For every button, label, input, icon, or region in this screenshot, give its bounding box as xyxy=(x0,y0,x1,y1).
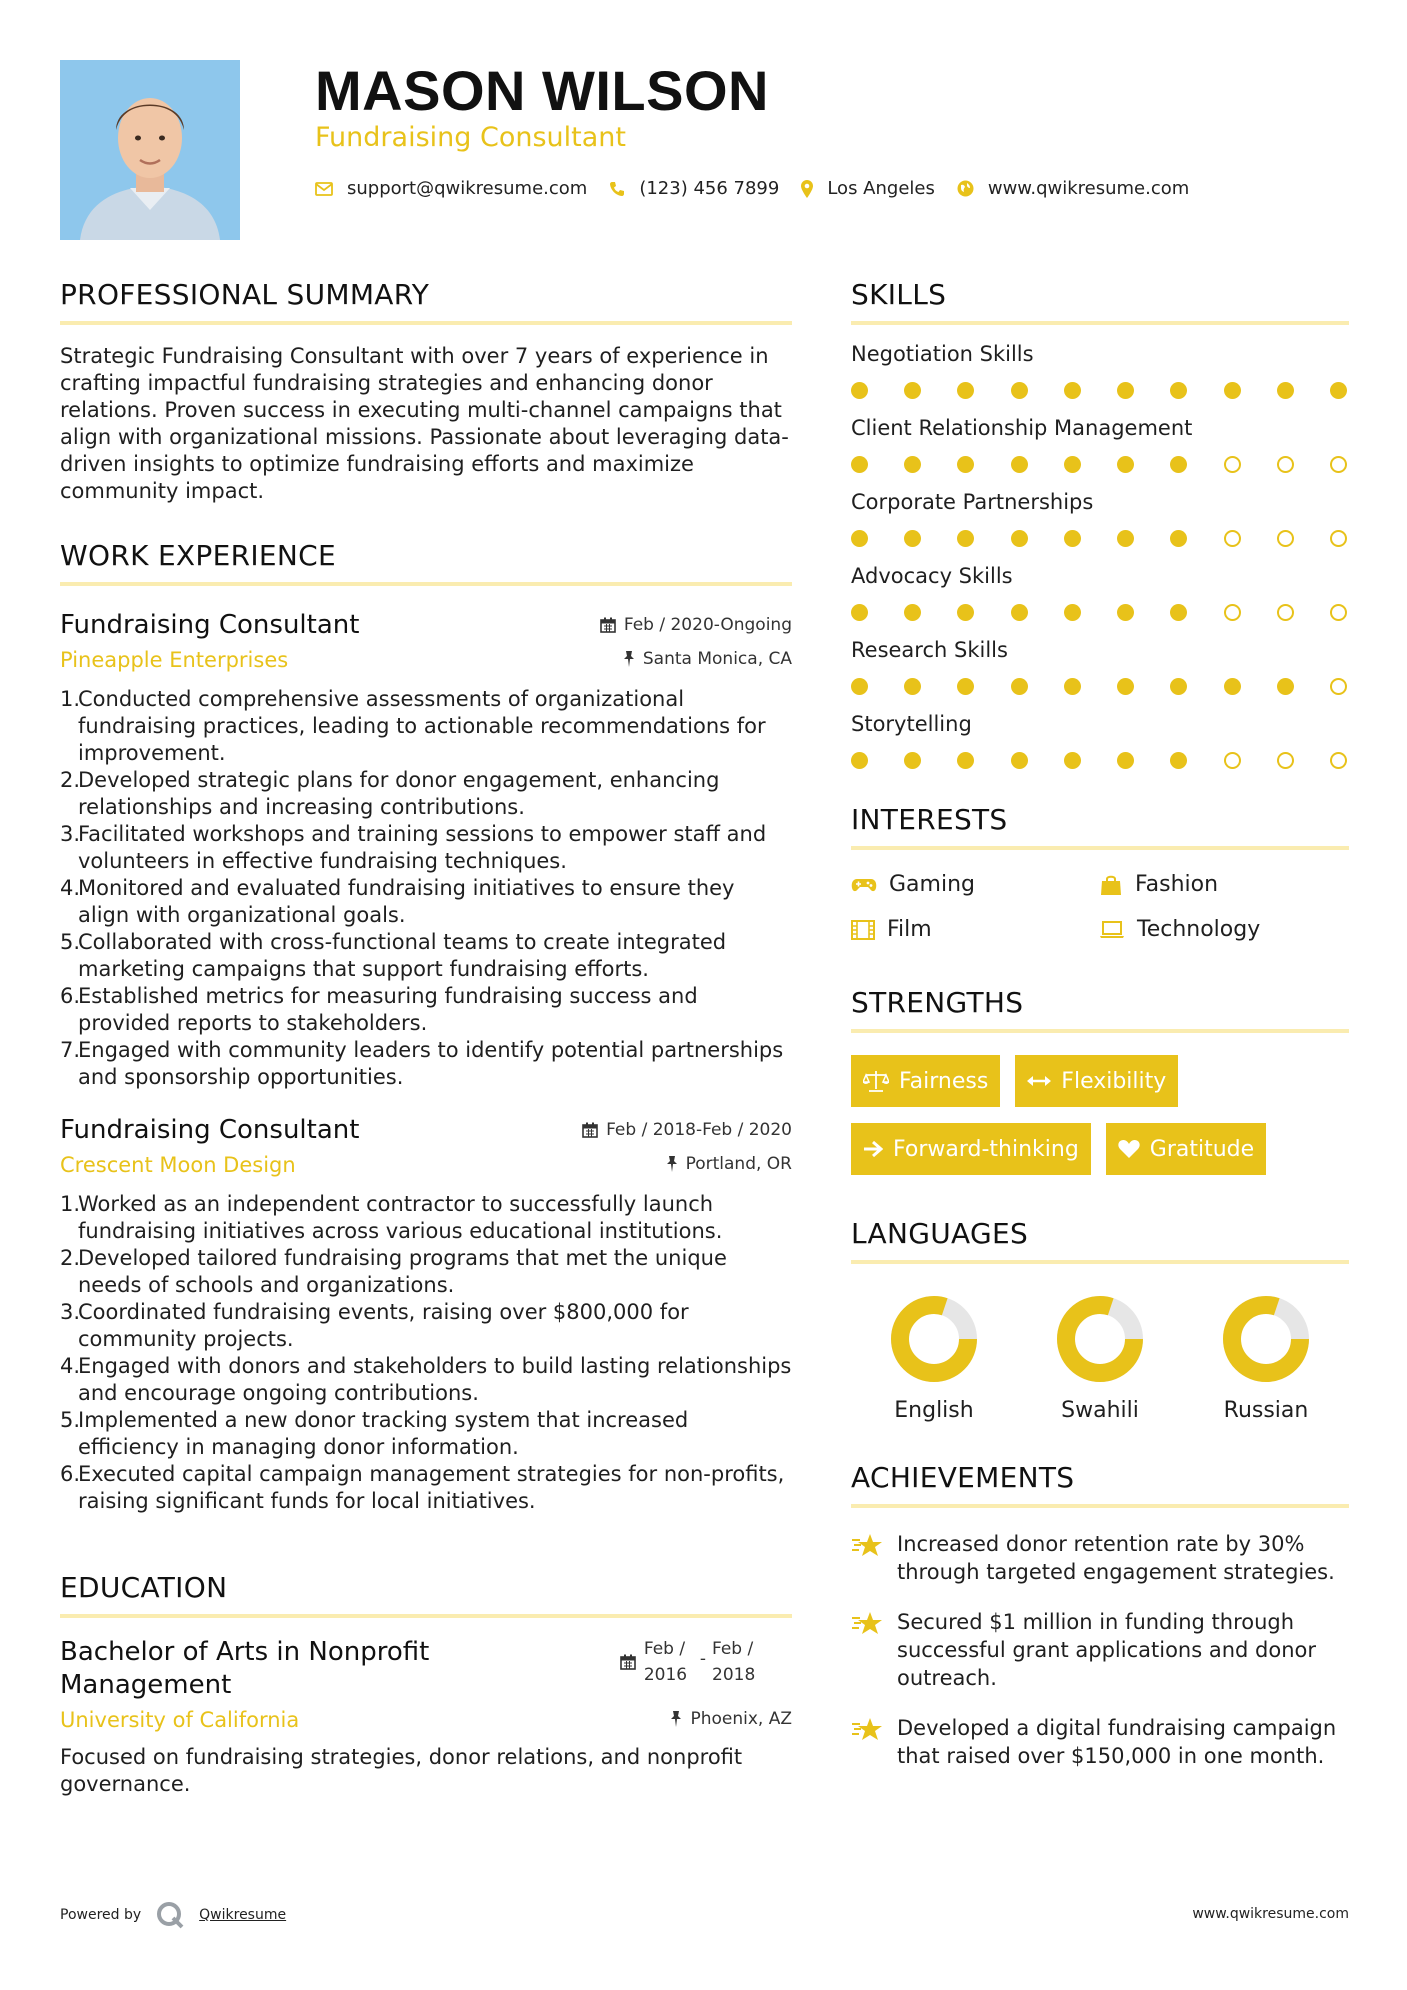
rating-dot-filled xyxy=(851,604,868,621)
heart-icon xyxy=(1118,1139,1140,1159)
film-icon xyxy=(851,920,875,940)
rating-dot-filled xyxy=(1170,752,1187,769)
skill-item xyxy=(851,416,1349,473)
arrows-horizontal-icon xyxy=(1027,1074,1051,1088)
rating-dot-filled xyxy=(1170,604,1187,621)
rating-dot-filled xyxy=(1117,530,1134,547)
education-location xyxy=(670,1709,792,1729)
footer-powered-by xyxy=(60,1900,286,1930)
arrow-right-icon xyxy=(863,1140,883,1158)
rating-dot-filled xyxy=(1277,382,1294,399)
job-entry xyxy=(60,1115,792,1515)
contact-email[interactable] xyxy=(315,178,587,199)
job-dates xyxy=(600,615,792,635)
rating-dot-empty xyxy=(1330,456,1347,473)
job-dates-text: Feb / 2020-Ongoing xyxy=(623,615,792,635)
rating-dot-filled xyxy=(1011,752,1028,769)
strengths-heading: STRENGTHS xyxy=(851,986,1349,1033)
interest-label: Gaming xyxy=(889,872,975,897)
strength-tag xyxy=(1015,1055,1178,1107)
rating-dot-filled xyxy=(851,752,868,769)
language-item xyxy=(1017,1294,1183,1423)
school-name: University of California xyxy=(60,1708,300,1732)
interest-item xyxy=(851,872,1099,897)
calendar-icon xyxy=(600,617,616,633)
profile-photo xyxy=(60,60,240,240)
rating-dot-empty xyxy=(1224,604,1241,621)
skill-rating xyxy=(851,382,1347,399)
rating-dot-filled xyxy=(1064,530,1081,547)
achievement-text: Developed a digital fundraising campaign that raised over $150,000 in one month. xyxy=(897,1716,1337,1768)
rating-dot-filled xyxy=(904,752,921,769)
education-heading: EDUCATION xyxy=(60,1571,792,1618)
language-proficiency-donut xyxy=(1221,1294,1311,1384)
list-item: 4. Engaged with donors and stakeholders to build lasting relationships and encourage ongoing contributions. xyxy=(60,1354,792,1405)
rating-dot-filled xyxy=(1170,456,1187,473)
job-title: Fundraising Consultant xyxy=(60,610,360,640)
rating-dot-filled xyxy=(851,678,868,695)
map-pin-icon xyxy=(801,180,813,198)
powered-by-label: Powered by xyxy=(60,1907,142,1923)
list-item: 7. Engaged with community leaders to identify potential partnerships and sponsorship opportunities. xyxy=(60,1038,784,1089)
skill-item xyxy=(851,490,1349,547)
skill-rating xyxy=(851,456,1347,473)
skill-item xyxy=(851,342,1349,399)
language-proficiency-donut xyxy=(1055,1294,1145,1384)
footer-website[interactable]: www.qwikresume.com xyxy=(1192,1906,1349,1922)
list-item: 4. Monitored and evaluated fundraising initiatives to ensure they align with organizational goals. xyxy=(60,876,735,927)
strength-label: Gratitude xyxy=(1149,1136,1255,1162)
phone-icon xyxy=(609,181,625,197)
language-item xyxy=(1183,1294,1349,1423)
rating-dot-filled xyxy=(1117,604,1134,621)
location-text: Los Angeles xyxy=(827,178,935,199)
rating-dot-filled xyxy=(1170,530,1187,547)
pushpin-icon xyxy=(666,1156,678,1172)
rating-dot-filled xyxy=(1064,604,1081,621)
qwikresume-logo-icon xyxy=(155,1900,185,1930)
rating-dot-filled xyxy=(1224,382,1241,399)
rating-dot-filled xyxy=(904,678,921,695)
skill-item xyxy=(851,638,1349,695)
languages-heading: LANGUAGES xyxy=(851,1217,1349,1264)
rating-dot-filled xyxy=(851,456,868,473)
email-text: support@qwikresume.com xyxy=(347,178,588,199)
list-item: 6. Established metrics for measuring fundraising success and provided reports to stakeholders. xyxy=(60,984,698,1035)
phone-text: (123) 456 7899 xyxy=(639,178,780,199)
gamepad-icon xyxy=(851,877,877,893)
rating-dot-filled xyxy=(1011,604,1028,621)
interest-item xyxy=(1099,872,1347,897)
right-column xyxy=(851,278,1349,1770)
language-label: Swahili xyxy=(1061,1398,1139,1423)
rating-dot-filled xyxy=(1064,382,1081,399)
rating-dot-filled xyxy=(904,456,921,473)
rating-dot-filled xyxy=(1170,382,1187,399)
strengths-list xyxy=(851,1055,1349,1191)
rating-dot-empty xyxy=(1330,752,1347,769)
skill-name: Advocacy Skills xyxy=(851,564,1013,588)
duty-list xyxy=(60,1191,792,1515)
rating-dot-filled xyxy=(1330,382,1347,399)
avatar xyxy=(60,60,240,240)
achievement-text: Increased donor retention rate by 30% through targeted engagement strategies. xyxy=(897,1532,1335,1584)
rating-dot-empty xyxy=(1277,604,1294,621)
interest-label: Film xyxy=(887,917,932,942)
date-separator: - xyxy=(699,1649,706,1669)
list-item: 5. Collaborated with cross-functional teams to create integrated marketing campaigns that support fundraising efforts. xyxy=(60,930,727,981)
rating-dot-filled xyxy=(957,678,974,695)
rating-dot-empty xyxy=(1224,456,1241,473)
rating-dot-filled xyxy=(1224,678,1241,695)
rating-dot-filled xyxy=(957,752,974,769)
summary-heading: PROFESSIONAL SUMMARY xyxy=(60,278,792,325)
summary-text: Strategic Fundraising Consultant with over 7 years of experience in crafting impactful fundraising strategies and enhancing donor relations. Proven success in executing multi-channel campaigns that align with organizational missions. Passionate about leveraging data-driven insights to optimize fundraising efforts and maximize community impact. xyxy=(60,344,789,503)
education-location-text: Phoenix, AZ xyxy=(690,1709,792,1729)
laptop-icon xyxy=(1099,921,1125,939)
rating-dot-filled xyxy=(851,530,868,547)
shopping-bag-icon xyxy=(1099,874,1123,896)
interests-list xyxy=(851,872,1349,942)
contact-website[interactable] xyxy=(957,178,1189,199)
interest-item xyxy=(1099,917,1347,942)
languages-list xyxy=(851,1294,1349,1423)
rating-dot-filled xyxy=(1170,678,1187,695)
education-description: Focused on fundraising strategies, donor relations, and nonprofit governance. xyxy=(60,1745,743,1796)
rating-dot-filled xyxy=(1117,456,1134,473)
rating-dot-empty xyxy=(1277,530,1294,547)
list-item: 2. Developed strategic plans for donor engagement, enhancing relationships and increasing contributions. xyxy=(60,768,720,819)
calendar-icon xyxy=(582,1122,598,1138)
strength-label: Flexibility xyxy=(1061,1068,1167,1094)
list-item: 5. Implemented a new donor tracking system that increased efficiency in managing donor information. xyxy=(60,1408,689,1459)
resume-header xyxy=(315,58,769,153)
list-item: 1. Conducted comprehensive assessments of organizational fundraising practices, leading to actionable recommendations for improvement. xyxy=(60,687,766,765)
job-location-text: Portland, OR xyxy=(685,1154,792,1174)
language-proficiency-donut xyxy=(889,1294,979,1384)
skill-item xyxy=(851,712,1349,769)
rating-dot-filled xyxy=(904,604,921,621)
list-item: 1. Worked as an independent contractor to successfully launch fundraising initiatives across various educational institutions. xyxy=(60,1192,723,1243)
rating-dot-empty xyxy=(1330,604,1347,621)
rating-dot-empty xyxy=(1224,752,1241,769)
shooting-star-icon xyxy=(851,1610,883,1638)
interest-item xyxy=(851,917,1099,942)
interest-label: Technology xyxy=(1137,917,1261,942)
envelope-icon xyxy=(315,182,333,196)
skills-list xyxy=(851,342,1349,769)
strength-label: Forward-thinking xyxy=(893,1136,1079,1162)
rating-dot-empty xyxy=(1224,530,1241,547)
education-end: Feb / 2018 xyxy=(712,1639,756,1685)
achievements-heading: ACHIEVEMENTS xyxy=(851,1461,1349,1508)
left-column xyxy=(60,278,792,1798)
rating-dot-filled xyxy=(957,456,974,473)
education-start: Feb / 2016 xyxy=(643,1639,688,1685)
skill-item xyxy=(851,564,1349,621)
website-text: www.qwikresume.com xyxy=(987,178,1190,199)
skill-name: Storytelling xyxy=(851,712,972,736)
rating-dot-filled xyxy=(1117,678,1134,695)
work-heading: WORK EXPERIENCE xyxy=(60,539,792,586)
contact-bar xyxy=(315,178,1211,199)
rating-dot-filled xyxy=(851,382,868,399)
education-dates xyxy=(620,1636,762,1702)
company-name: Pineapple Enterprises xyxy=(60,648,289,672)
interests-heading: INTERESTS xyxy=(851,803,1349,850)
rating-dot-filled xyxy=(1011,456,1028,473)
achievements-list xyxy=(851,1530,1349,1770)
contact-phone[interactable] xyxy=(609,178,779,199)
job-title: Fundraising Consultant xyxy=(60,1115,360,1145)
job-entry xyxy=(60,610,792,1091)
calendar-icon xyxy=(620,1654,636,1670)
rating-dot-empty xyxy=(1277,456,1294,473)
achievement-text: Secured $1 million in funding through successful grant applications and donor outreach. xyxy=(897,1610,1317,1690)
qwikresume-link[interactable]: Qwikresume xyxy=(199,1907,287,1923)
skill-name: Client Relationship Management xyxy=(851,416,1193,440)
rating-dot-empty xyxy=(1330,530,1347,547)
skill-name: Negotiation Skills xyxy=(851,342,1034,366)
skill-name: Research Skills xyxy=(851,638,1008,662)
rating-dot-empty xyxy=(1330,678,1347,695)
pushpin-icon xyxy=(670,1711,682,1727)
job-location xyxy=(666,1154,792,1174)
shooting-star-icon xyxy=(851,1532,883,1560)
list-item: 3. Coordinated fundraising events, raising over $800,000 for community projects. xyxy=(60,1300,689,1351)
scale-icon xyxy=(863,1070,889,1092)
skill-rating xyxy=(851,604,1347,621)
skills-heading: SKILLS xyxy=(851,278,1349,325)
language-label: English xyxy=(894,1398,974,1423)
rating-dot-filled xyxy=(1277,678,1294,695)
achievement-item xyxy=(851,1714,1349,1770)
strength-tag xyxy=(1106,1123,1266,1175)
rating-dot-empty xyxy=(1277,752,1294,769)
interest-label: Fashion xyxy=(1135,872,1219,897)
strength-label: Fairness xyxy=(899,1068,989,1094)
rating-dot-filled xyxy=(1117,752,1134,769)
company-name: Crescent Moon Design xyxy=(60,1153,296,1177)
rating-dot-filled xyxy=(1064,456,1081,473)
job-location xyxy=(623,649,792,669)
globe-icon xyxy=(957,180,974,197)
rating-dot-filled xyxy=(904,530,921,547)
skill-name: Corporate Partnerships xyxy=(851,490,1094,514)
list-item: 3. Facilitated workshops and training sessions to empower staff and volunteers in effective fundraising techniques. xyxy=(60,822,767,873)
contact-location xyxy=(801,178,935,199)
job-location-text: Santa Monica, CA xyxy=(642,649,792,669)
rating-dot-filled xyxy=(1011,530,1028,547)
degree-title: Bachelor of Arts in Nonprofit Management xyxy=(60,1637,430,1700)
achievement-item xyxy=(851,1608,1349,1692)
candidate-name: MASON WILSON xyxy=(315,59,769,122)
rating-dot-filled xyxy=(1064,752,1081,769)
skill-rating xyxy=(851,530,1347,547)
strength-tag xyxy=(851,1123,1091,1175)
skill-rating xyxy=(851,678,1347,695)
list-item: 6. Executed capital campaign management strategies for non-profits, raising significant funds for local initiatives. xyxy=(60,1462,785,1513)
job-dates xyxy=(582,1120,792,1140)
shooting-star-icon xyxy=(851,1716,883,1744)
language-label: Russian xyxy=(1223,1398,1309,1423)
rating-dot-filled xyxy=(904,382,921,399)
candidate-title: Fundraising Consultant xyxy=(315,122,626,153)
rating-dot-filled xyxy=(957,382,974,399)
rating-dot-filled xyxy=(957,604,974,621)
rating-dot-filled xyxy=(1117,382,1134,399)
education-entry xyxy=(60,1636,792,1702)
pushpin-icon xyxy=(623,651,635,667)
job-dates-text: Feb / 2018-Feb / 2020 xyxy=(606,1120,792,1140)
list-item: 2. Developed tailored fundraising programs that met the unique needs of schools and organizations. xyxy=(60,1246,727,1297)
achievement-item xyxy=(851,1530,1349,1586)
language-item xyxy=(851,1294,1017,1423)
duty-list xyxy=(60,686,792,1091)
rating-dot-filled xyxy=(957,530,974,547)
rating-dot-filled xyxy=(1011,382,1028,399)
skill-rating xyxy=(851,752,1347,769)
strength-tag xyxy=(851,1055,1000,1107)
rating-dot-filled xyxy=(1011,678,1028,695)
rating-dot-filled xyxy=(1064,678,1081,695)
